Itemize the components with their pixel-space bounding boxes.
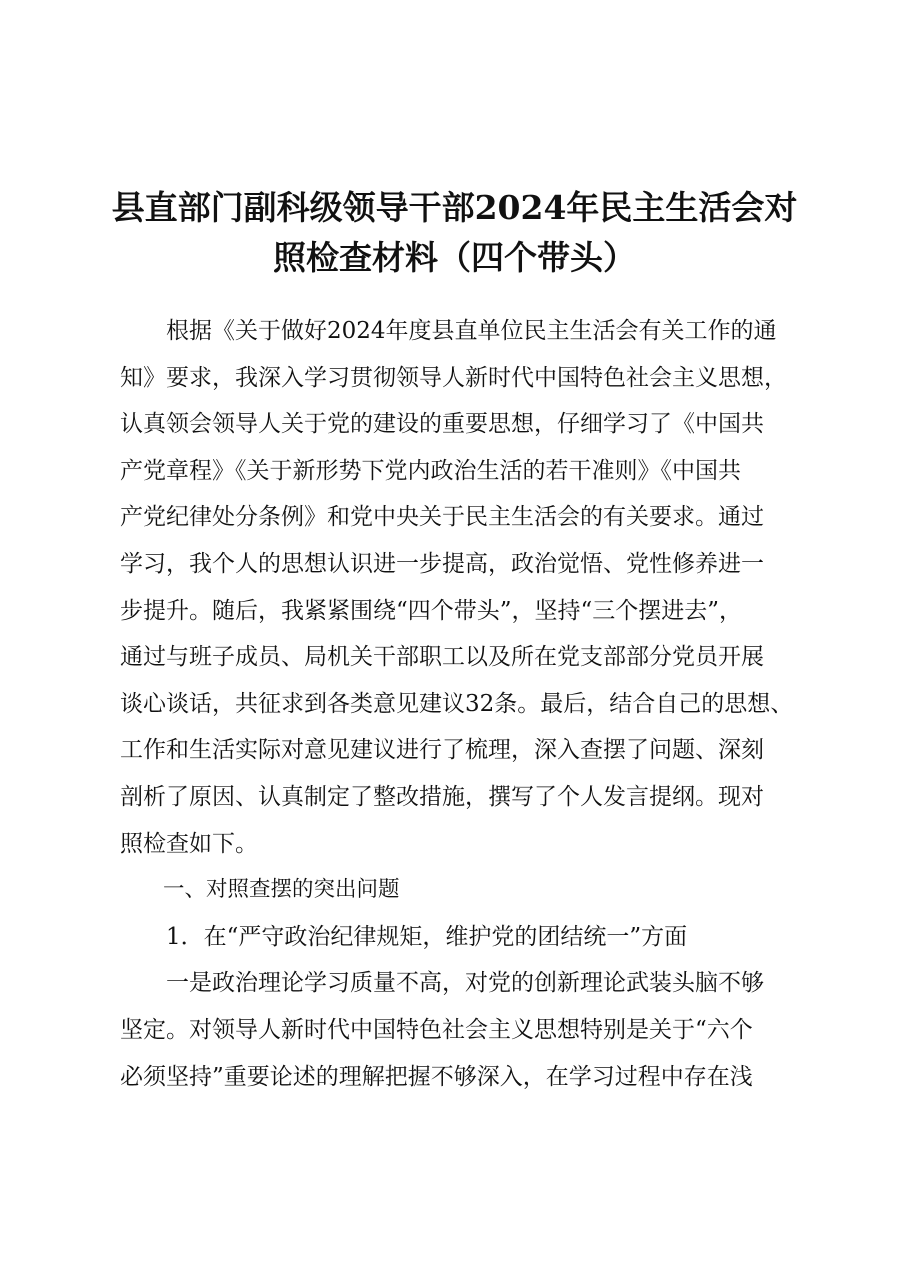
body-line: 谈心谈话，共征求到各类意见建议32条。最后，结合自己的思想、: [120, 690, 794, 717]
body-line: 产党纪律处分条例》和党中央关于民主生活会的有关要求。通过: [120, 504, 764, 531]
body-line: 通过与班子成员、局机关干部职工以及所在党支部部分党员开展: [120, 644, 764, 671]
document-title: [60, 183, 849, 283]
body-line: 剖析了原因、认真制定了整改措施，撰写了个人发言提纲。现对: [120, 783, 764, 810]
body-line: 坚定。对领导人新时代中国特色社会主义思想特别是关于“六个: [120, 1016, 753, 1043]
body-line: 照检查如下。: [120, 830, 258, 857]
body-line: 知》要求，我深入学习贯彻领导人新时代中国特色社会主义思想，: [120, 364, 787, 391]
sub-heading: 1．在“严守政治纪律规矩，维护党的团结统一”方面: [120, 923, 688, 950]
body-line: 必须坚持”重要论述的理解把握不够深入，在学习过程中存在浅: [120, 1063, 753, 1090]
document-body: [120, 308, 820, 1100]
body-line: 一是政治理论学习质量不高，对党的创新理论武装头脑不够: [120, 970, 764, 997]
body-line: 产党章程》《关于新形势下党内政治生活的若干准则》《中国共: [120, 457, 741, 484]
body-line: 步提升。随后，我紧紧围绕“四个带头”，坚持“三个摆进去”，: [120, 597, 743, 624]
body-line: 学习，我个人的思想认识进一步提高，政治觉悟、党性修养进一: [120, 550, 764, 577]
body-line: 根据《关于做好2024年度县直单位民主生活会有关工作的通: [120, 318, 777, 344]
title-line-2: 照检查材料（四个带头）: [273, 238, 636, 277]
body-line: 工作和生活实际对意见建议进行了梳理，深入查摆了问题、深刻: [120, 737, 764, 764]
section-heading: 一、对照查摆的突出问题: [120, 877, 400, 903]
body-line: 认真领会领导人关于党的建设的重要思想，仔细学习了《中国共: [120, 411, 764, 438]
title-line-1: 县直部门副科级领导干部2024年民主生活会对: [111, 188, 798, 227]
